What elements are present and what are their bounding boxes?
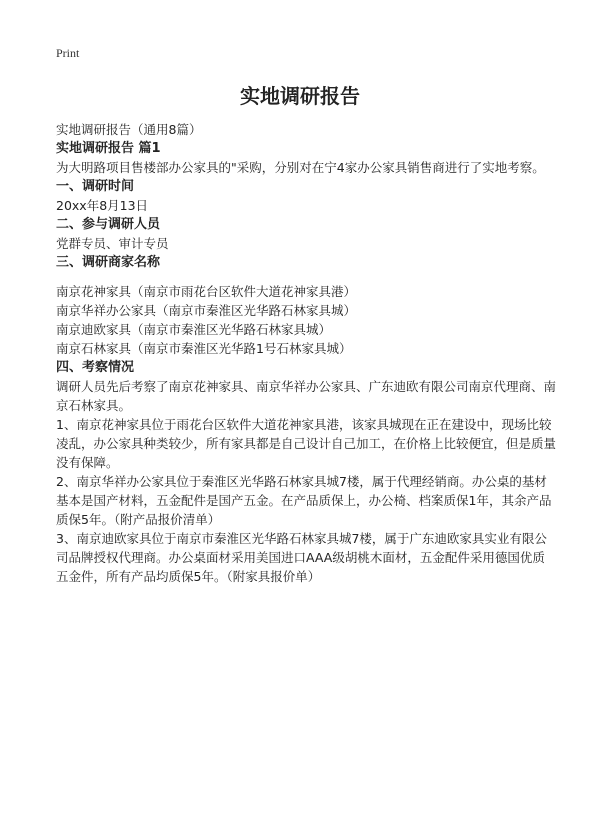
- observation-detail: 3、南京迪欧家具位于南京市秦淮区光华路石林家具城7楼，属于广东迪欧家具实业有限公司品牌授权代理商。办公桌面材采用美国进口AAA级胡桃木面材，五金配件采用德国优质五金件，所有产品均质保5年。（附家具报价单）: [56, 531, 547, 584]
- section-heading-vendors: 三、调研商家名称: [56, 255, 161, 270]
- vendor-item: 南京花神家具（南京市雨花台区软件大道花神家具港）: [56, 284, 357, 299]
- page-title: 实地调研报告: [240, 84, 360, 108]
- document-subtitle: 实地调研报告（通用8篇）: [56, 122, 202, 137]
- document-body: [56, 120, 556, 586]
- article-heading: 实地调研报告 篇1: [56, 141, 161, 156]
- print-link[interactable]: Print: [56, 46, 80, 60]
- intro-paragraph: 为大明路项目售楼部办公家具的"采购，分别对在宁4家办公家具销售商进行了实地考察。: [56, 160, 545, 175]
- section-heading-observations: 四、考察情况: [56, 360, 135, 375]
- section-heading-time: 一、调研时间: [56, 179, 135, 194]
- vendor-item: 南京迪欧家具（南京市秦淮区光华路石林家具城）: [56, 322, 332, 337]
- observations-summary: 调研人员先后考察了南京花神家具、南京华祥办公家具、广东迪欧有限公司南京代理商、南京石林家具。: [56, 379, 557, 413]
- vendor-item: 南京华祥办公家具（南京市秦淮区光华路石林家具城）: [56, 303, 357, 318]
- research-people: 党群专员、审计专员: [56, 236, 169, 251]
- observation-detail: 2、南京华祥办公家具位于秦淮区光华路石林家具城7楼，属于代理经销商。办公桌的基材基本是国产材料，五金配件是国产五金。在产品质保上，办公椅、档案质保1年，其余产品质保5年。（附产品报价清单）: [56, 474, 552, 527]
- observation-detail: 1、南京花神家具位于雨花台区软件大道花神家具港，该家具城现在正在建设中，现场比较凌乱，办公家具种类较少，所有家具都是自己设计自己加工，在价格上比较便宜，但是质量没有保障。: [56, 417, 557, 470]
- vendor-item: 南京石林家具（南京市秦淮区光华路1号石林家具城）: [56, 341, 352, 356]
- research-date: 20xx年8月13日: [56, 198, 149, 213]
- section-heading-people: 二、参与调研人员: [56, 217, 161, 232]
